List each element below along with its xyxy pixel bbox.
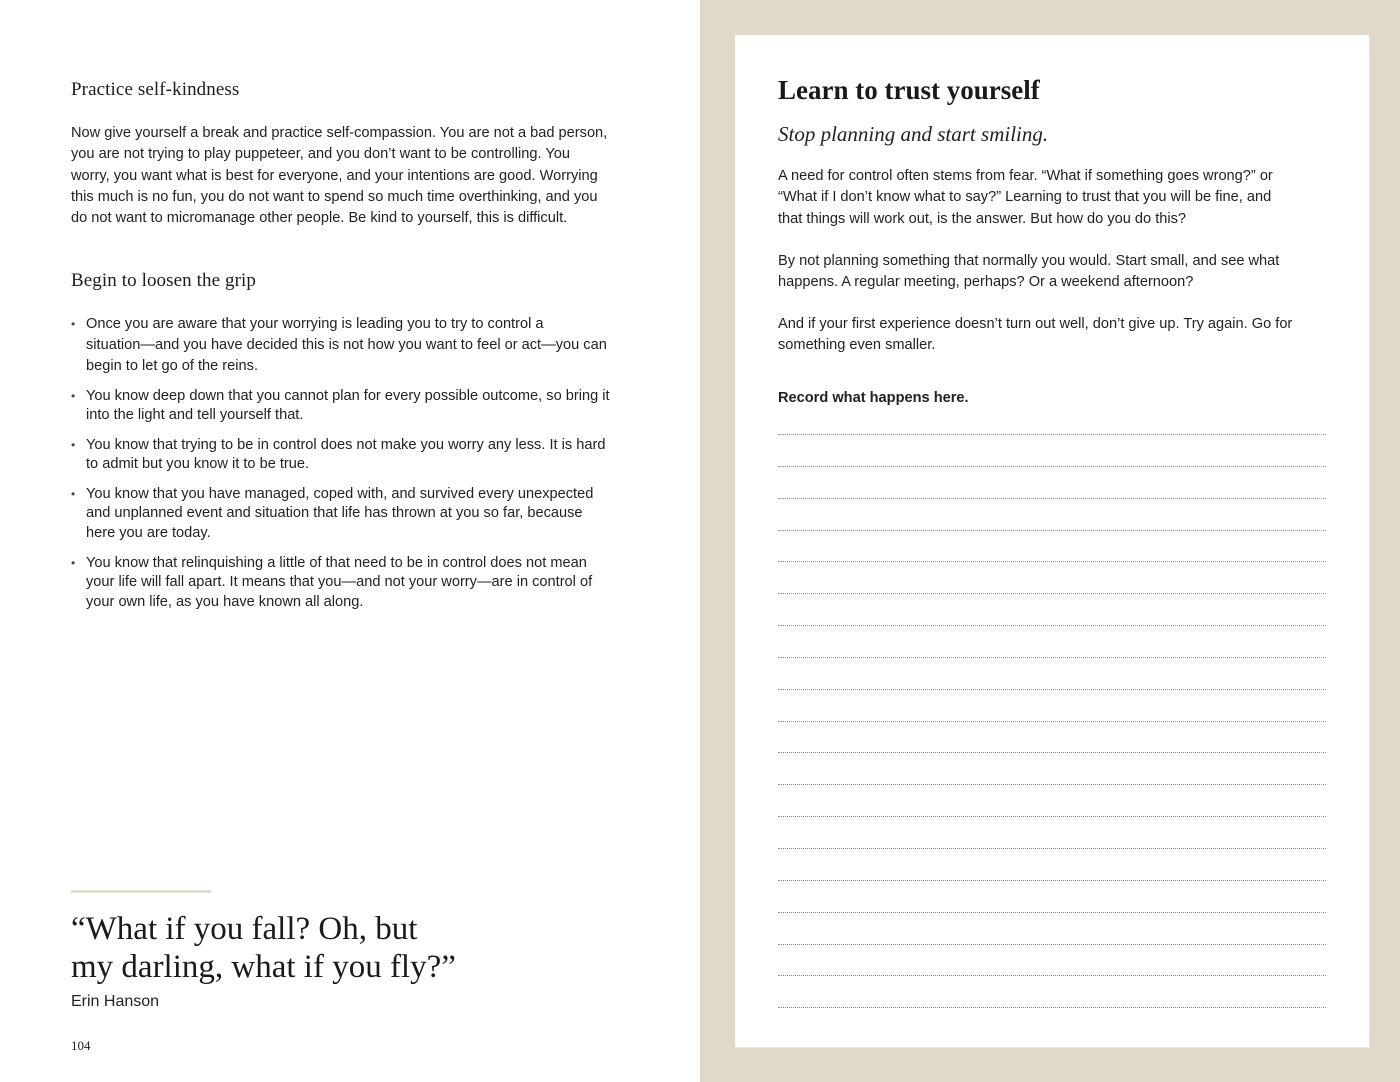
quote-divider (71, 890, 211, 893)
writing-line[interactable] (778, 753, 1326, 785)
page-number: 104 (71, 1038, 91, 1053)
writing-line[interactable] (778, 849, 1326, 881)
text-line: situation—and you have decided this is not how you want to feel or act—you can (86, 337, 607, 353)
quote-line: my darling, what if you fly?” (71, 949, 456, 985)
list-item (71, 436, 627, 476)
writing-lines-area[interactable] (778, 434, 1326, 1008)
text-line: your life will fall apart. It means that you—and not your worry—are in control of (86, 574, 593, 591)
text-line: that things will work out, is the answer. But how do you do this? (778, 210, 1187, 227)
list-item (71, 387, 627, 427)
text-line: into the light and tell yourself that. (86, 407, 304, 424)
text-line: this much is no fun, you do not want to spend so much time overthinking, and you (71, 188, 598, 205)
bullet-icon: • (71, 437, 76, 452)
pull-quote (71, 910, 571, 986)
record-prompt: Record what happens here. (778, 390, 969, 406)
writing-line[interactable] (778, 531, 1326, 563)
text-line: do not want to micromanage other people. Be kind to yourself, this is difficult. (71, 210, 568, 227)
advice-paragraph (778, 251, 1328, 294)
right-page (700, 0, 1400, 1082)
text-line: And if your first experience doesn’t turn out well, don’t give up. Try again. Go for (778, 316, 1293, 332)
writing-line[interactable] (778, 562, 1326, 594)
quote-line: “What if you fall? Oh, but (71, 911, 418, 947)
text-line: something even smaller. (778, 337, 936, 354)
writing-line[interactable] (778, 499, 1326, 531)
bullet-icon: • (71, 555, 76, 570)
text-line: You know deep down that you cannot plan for every possible outcome, so bring it (86, 387, 610, 404)
text-line: and unplanned event and situation that life has thrown at you so far, because (86, 505, 583, 522)
text-line: By not planning something that normally you would. Start small, and see what (778, 253, 1280, 269)
section-heading-self-kindness: Practice self-kindness (71, 79, 240, 100)
text-line: You know that trying to be in control does not make you worry any less. It is hard (86, 436, 606, 453)
text-line: you are not trying to play puppeteer, and you don’t want to be controlling. You (71, 146, 570, 163)
bullet-icon: • (71, 486, 76, 501)
writing-line[interactable] (778, 913, 1326, 945)
intro-paragraph (778, 166, 1328, 230)
writing-line[interactable] (778, 817, 1326, 849)
text-line: to admit but you know it to be true. (86, 456, 310, 473)
list-item (71, 554, 627, 613)
writing-line[interactable] (778, 690, 1326, 722)
text-line: your own life, as you have known all along. (86, 594, 364, 611)
writing-line[interactable] (778, 467, 1326, 499)
bullet-list (71, 314, 627, 622)
quote-author: Erin Hanson (71, 993, 160, 1010)
writing-line[interactable] (778, 945, 1326, 977)
writing-line[interactable] (778, 881, 1326, 913)
text-line: “What if I don’t know what to say?” Learning to trust that you will be fine, and (778, 189, 1272, 206)
writing-line[interactable] (778, 976, 1326, 1008)
text-line: happens. A regular meeting, perhaps? Or a weekend afternoon? (778, 274, 1194, 291)
writing-line[interactable] (778, 626, 1326, 658)
list-item (71, 485, 627, 544)
list-item (71, 314, 627, 377)
section-heading-loosen-grip: Begin to loosen the grip (71, 270, 256, 291)
text-line: here you are today. (86, 525, 211, 542)
text-line: Now give yourself a break and practice self-compassion. You are not a bad person, (71, 125, 608, 141)
text-line: begin to let go of the reins. (86, 358, 258, 374)
encouragement-paragraph (778, 314, 1328, 357)
journal-card (735, 35, 1369, 1047)
writing-line[interactable] (778, 785, 1326, 817)
bullet-icon: • (71, 317, 76, 331)
text-line: You know that you have managed, coped with, and survived every unexpected (86, 485, 594, 502)
text-line: Once you are aware that your worrying is leading you to try to control a (86, 316, 544, 332)
writing-line[interactable] (778, 722, 1326, 754)
page-subtitle: Stop planning and start smiling. (778, 122, 1049, 146)
bullet-icon: • (71, 388, 76, 403)
writing-line[interactable] (778, 594, 1326, 626)
self-kindness-paragraph (71, 123, 627, 229)
writing-line[interactable] (778, 658, 1326, 690)
text-line: A need for control often stems from fear. “What if something goes wrong?” or (778, 168, 1273, 184)
writing-line[interactable] (778, 435, 1326, 467)
text-line: You know that relinquishing a little of that need to be in control does not mean (86, 554, 587, 571)
text-line: worry, you want what is best for everyone, and your intentions are good. Worrying (71, 167, 598, 184)
page-title: Learn to trust yourself (778, 75, 1040, 105)
